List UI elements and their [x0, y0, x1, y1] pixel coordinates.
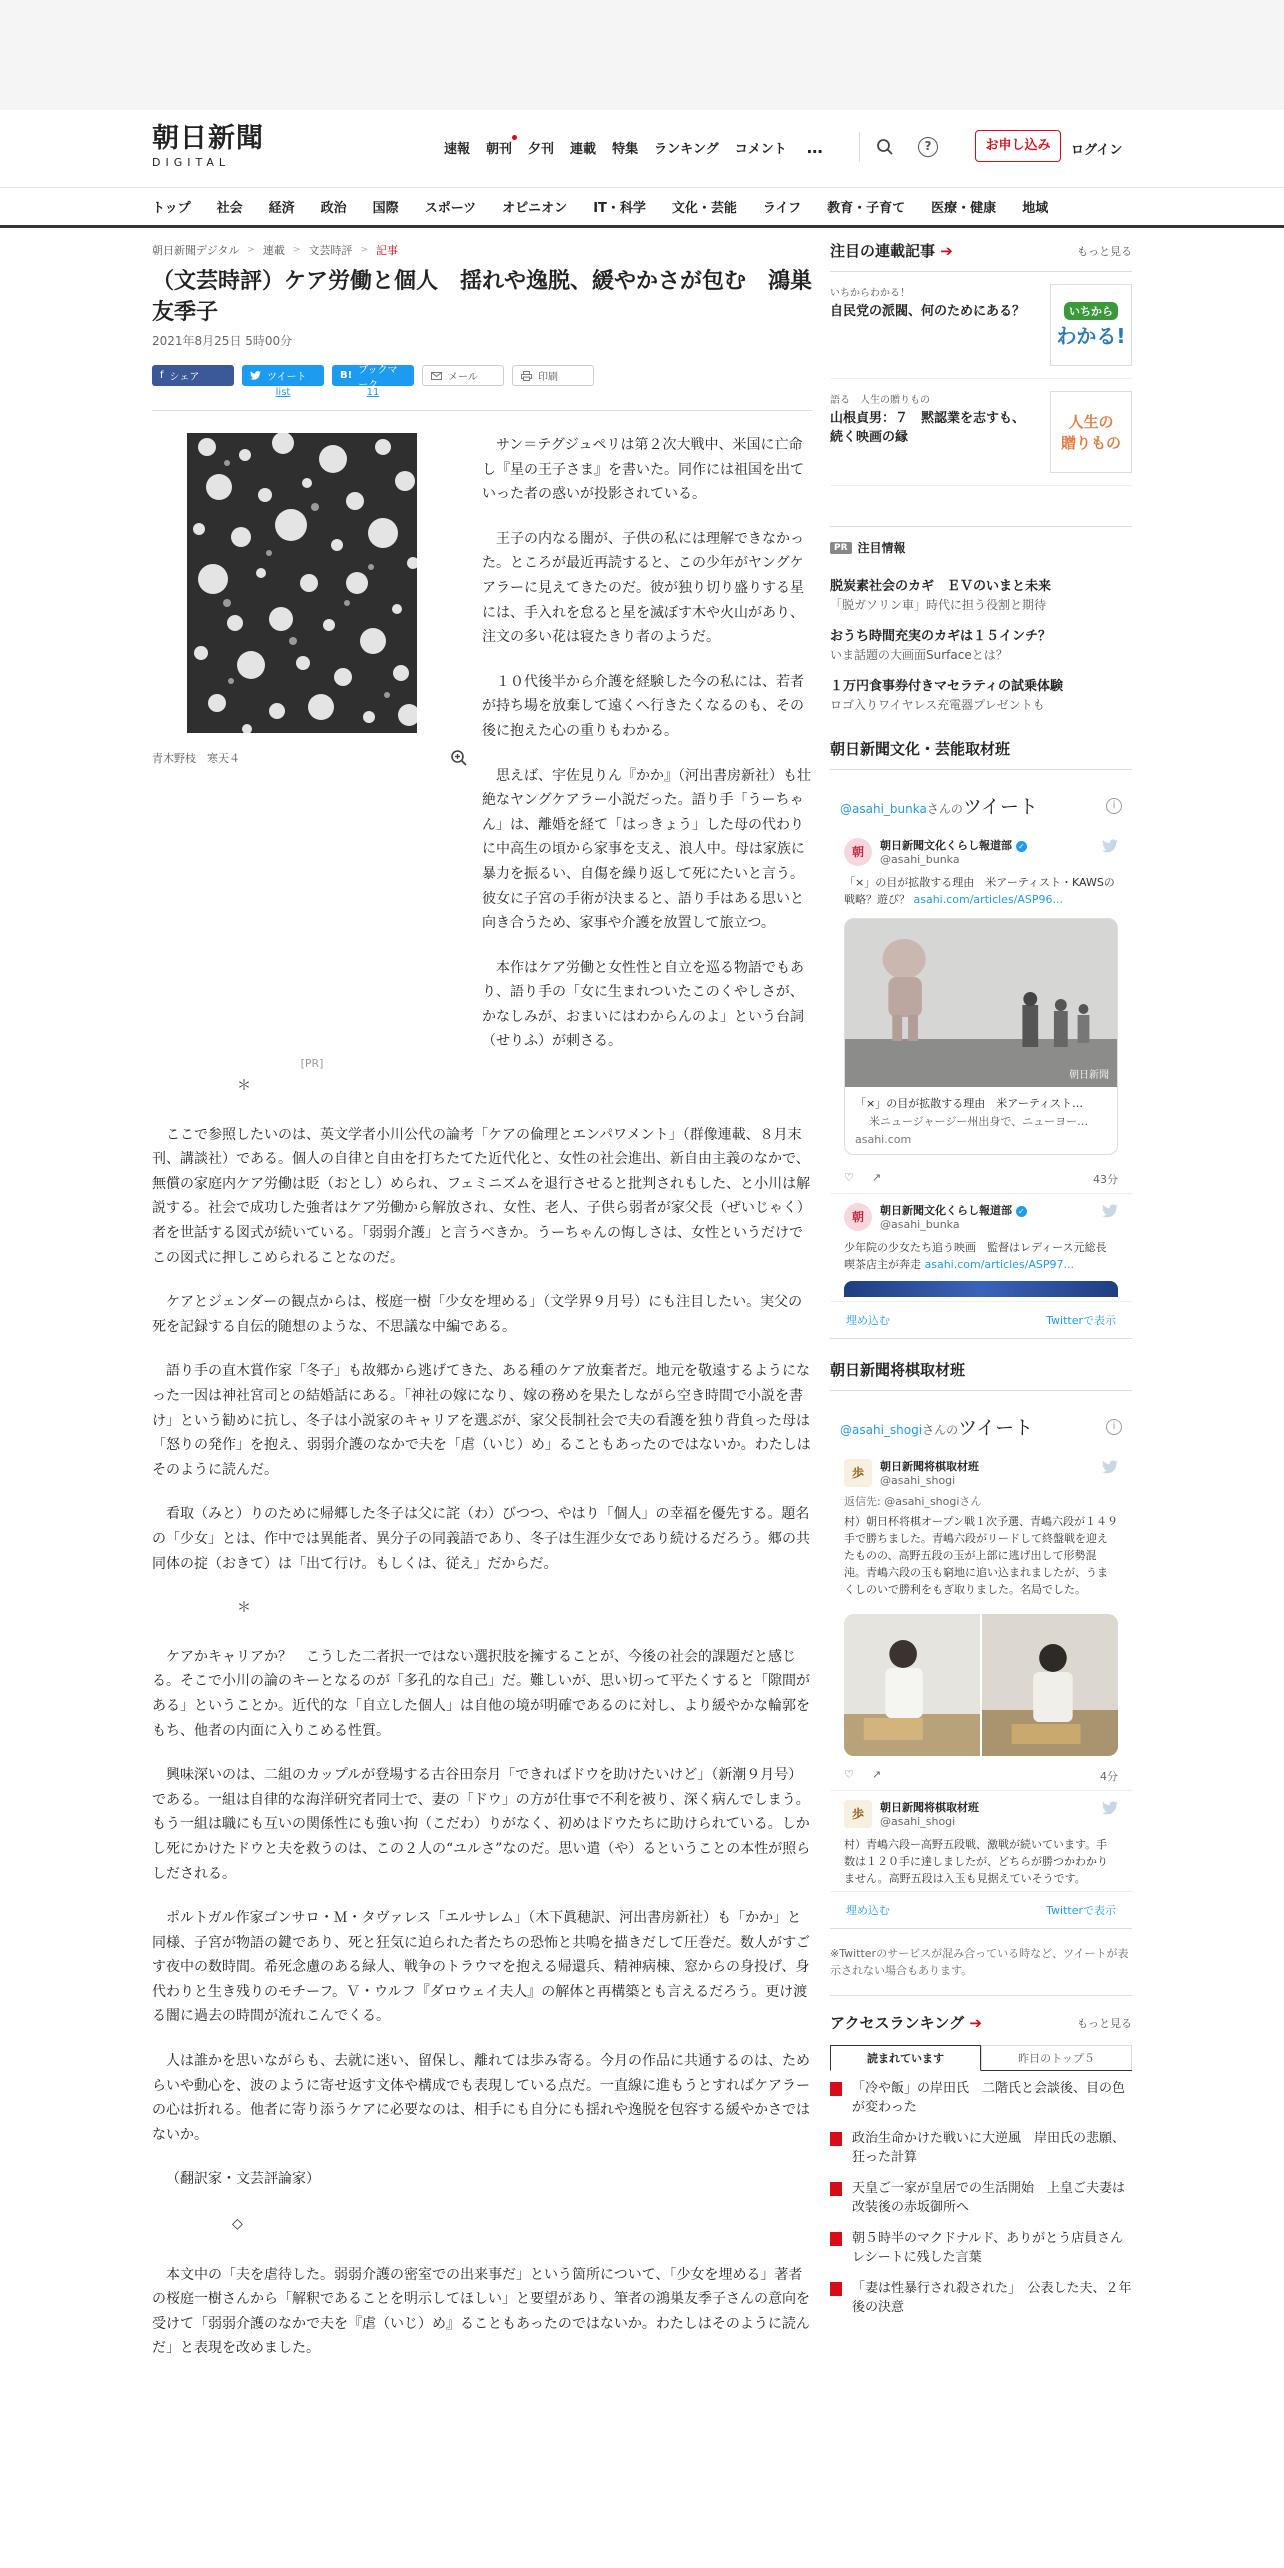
category-education[interactable]: 教育・子育て [827, 201, 906, 216]
pr-item-title: おうち時間充実のカギは１５インチ？ [830, 629, 1052, 644]
nav-item-breaking[interactable]: 速報 [444, 142, 471, 157]
tweet[interactable] [830, 1193, 1132, 1301]
category-economy[interactable]: 経済 [268, 201, 295, 216]
facebook-share-button[interactable] [152, 365, 234, 386]
rank-marker [830, 2082, 842, 2096]
card-domain: asahi.com [855, 1133, 912, 1146]
artwork-dots-illustration [187, 433, 417, 733]
tab-yesterday-top5[interactable]: 昨日のトップ５ [981, 2045, 1132, 2070]
tweet-text [844, 1239, 1118, 1273]
section-break-diamond: ◇ [232, 2216, 243, 2233]
correction-note: 本文中の「夫を虐待した。弱弱介護の密室での出来事だ」という箇所について、「少女を埋める」著者の桜庭一樹さんから「解釈であることを明示してほしい」と要望があり、筆者の鴻巣友季子さんの意向を受けて「弱弱介護のなかで夫を『虐（いじ）め』ることもあったのではないか。わたしはそのように読んだ」と表現を改めました。 [152, 2266, 810, 2357]
serial-kicker: いちからわかる！ [830, 288, 910, 299]
shogi-player-illustration [844, 1614, 980, 1756]
tweet-user [844, 1202, 1118, 1231]
category-life[interactable]: ライフ [762, 201, 802, 216]
tweet-link[interactable]: asahi.com/articles/ASP97... [924, 1258, 1075, 1271]
breadcrumb-current: 記事 [375, 244, 398, 257]
ranking-headline: 天皇ご一家が皇居での生活開始 上皇ご夫妻は改装後の赤坂御所へ [852, 2181, 1126, 2215]
subscribe-button[interactable]: お申し込み [975, 130, 1061, 162]
twitter-bird-icon [1102, 1204, 1118, 1218]
breadcrumb-separator: > [247, 245, 255, 255]
category-health[interactable]: 医療・健康 [931, 201, 997, 216]
author-name-text: 朝日新聞文化くらし報道部 [880, 1204, 1012, 1217]
article-title: （文芸時評）ケア労働と個人 揺れや逸脱、緩やかさが包む 鴻巣友季子 [152, 268, 813, 325]
timeline-footer [830, 1301, 1132, 1338]
timeline-header [830, 1403, 1132, 1450]
tweet-screen-name: @asahi_shogi [880, 1815, 956, 1828]
category-region[interactable]: 地域 [1022, 201, 1049, 216]
rank-marker [830, 2132, 842, 2146]
paragraph: サン＝テグジュペリは第２次大戦中、米国に亡命し『星の王子さま』を書いた。同作には祖国を出ていった者の惑いが投影されている。 [482, 437, 804, 503]
tweet-photo-grid[interactable] [844, 1614, 1118, 1756]
twitter-timeline-bunka [830, 782, 1132, 1339]
share-label: シェア [169, 372, 200, 383]
article-date: 2021年8月25日 5時00分 [152, 334, 293, 348]
ichikara-wakaru-thumbnail [1050, 284, 1132, 366]
tweet-link[interactable]: asahi.com/articles/ASP96... [913, 893, 1064, 906]
mail-icon [431, 372, 442, 380]
hatena-icon: B! [340, 370, 353, 381]
pr-item[interactable] [830, 678, 1132, 714]
paragraph: 本作はケア労働と女性性と自立を巡る物語でもあり、語り手の「女に生まれついたこのくやしさが、かなしみが、おまいにはわからんのよ」という台詞（せりふ）が刺さる。 [482, 959, 804, 1050]
ranking-headline: 「冷や飯」の岸田氏 二階氏と会談後、目の色が変わった [852, 2081, 1126, 2115]
pr-item-title: １万円食事券付きマセラティの試乗体験 [830, 679, 1063, 694]
header-divider [859, 132, 860, 162]
ranking-more-link[interactable]: もっと見る [1077, 2016, 1132, 2030]
tweet-link-card[interactable] [844, 918, 1118, 1155]
tweet-author-name: 朝日新聞将棋取材班 [880, 1460, 979, 1473]
tweet-user [844, 1799, 1118, 1828]
site-logo[interactable] [152, 124, 282, 169]
paragraph: ケアとジェンダーの観点からは、桜庭一樹「少女を埋める」（文学界９月号）にも注目したい。実父の死を記録する自伝的随想のような、不思議な中編である。 [152, 1294, 803, 1335]
ranking-headline: 政治生命かけた戦いに大逆風 岸田氏の悲願、狂った計算 [852, 2131, 1126, 2165]
new-dot-indicator [512, 135, 517, 140]
twitter-bird-icon [1102, 1801, 1118, 1815]
share-buttons [152, 364, 812, 398]
serial-headline: 自民党の派閥、何のためにある？ [830, 304, 1026, 319]
figure-caption: 青木野枝 寒天４ [152, 752, 240, 765]
article-divider [152, 410, 812, 411]
tweet-screen-name: @asahi_bunka [880, 853, 960, 866]
serial-section-header [830, 240, 1132, 272]
pr-item-sub: 「脱ガソリン車」時代に担う役割と期待 [830, 598, 1047, 612]
tab-most-read[interactable]: 読まれています [830, 2045, 981, 2071]
nav-item-feature[interactable]: 特集 [612, 142, 639, 157]
paragraph: 語り手の直木賞作家「冬子」も故郷から逃げてきた、ある種のケア放棄者だ。地元を敬遠するようになった一因は神社宮司との結婚話にある。「神社の嫁になり、嫁の務めを果たしながら空き時間で小説を書け」という勧めに抗し、冬子は小説家のキャリアを選ぶが、家父長制社会で夫の看護を独り背負った母は「怒りの発作」を抱え、弱弱介護のなかで夫を「虐（いじ）め」ることもあったのではないか。わたしはそのように読んだ。 [152, 1363, 811, 1478]
info-icon[interactable]: i [1106, 798, 1122, 814]
category-it-science[interactable]: IT・科学 [593, 201, 646, 216]
tweet[interactable] [830, 1450, 1132, 1602]
article-body [152, 433, 812, 2361]
exhibit-scene-illustration [845, 919, 1117, 1087]
reply-to-label: 返信先: @asahi_shogiさん [844, 1495, 982, 1508]
pr-item[interactable] [830, 578, 1132, 614]
paragraph: ポルトガル作家ゴンサロ・Ｍ・タヴァレス「エルサレム」（木下眞穂訳、河出書房新社）も「かか」と同様、子宮が物語の鍵であり、死と狂気に迫られた者たちの恐怖と共鳴を描きだして圧巻だ。数人がすごす夜中の数時間。希死念慮のある緑人、戦争のトラウマを抱える帰還兵、精神病棟、窓からの身投げ、身代わりと生き残りのモチーフ。Ｖ・ウルフ『ダロウェイ夫人』の解体と再構築とも言えるだろう。更け渡る闇に過去の時間が流れこんでくる。 [152, 1910, 810, 2025]
share-icon[interactable]: ↗ [871, 1171, 882, 1184]
paragraph: 王子の内なる闇が、子供の私には理解できなかった。ところが最近再読すると、この少年がヤングケアラーに見えてきたのだ。彼が独り切り盛りする星には、手入れを怠ると星を滅ぼす木や火山があり、注文の多い花は寝たきり者のようだ。 [482, 530, 804, 646]
thumb-top: 人生の [1068, 413, 1114, 431]
shogi-match-photo [982, 1614, 1118, 1756]
next-tweet-image-preview [844, 1281, 1118, 1297]
breadcrumb-separator: > [292, 245, 301, 255]
breadcrumb [152, 242, 398, 258]
ranking-headline: 朝５時半のマクドナルド、ありがとう店員さん レシートに残した言葉 [852, 2231, 1137, 2265]
heart-icon[interactable]: ♡ [844, 1171, 854, 1184]
tweet[interactable] [830, 1790, 1132, 1891]
ad-banner-area [0, 0, 1284, 110]
thumb-bottom: 贈りもの [1060, 434, 1121, 452]
serial-section-title[interactable] [830, 240, 953, 261]
ranking-item[interactable] [830, 2071, 1132, 2121]
printer-icon [521, 371, 532, 381]
pr-label: [PR] [300, 1057, 324, 1070]
bunka-section-title[interactable]: 朝日新聞文化・芸能取材班 [830, 728, 1132, 770]
logo-sub-text: DIGITAL [152, 156, 231, 169]
author-credit: （翻訳家・文芸評論家） [166, 2171, 320, 2188]
tweet-author-name [880, 1202, 1027, 1218]
avatar[interactable]: 朝 [844, 838, 872, 866]
serial-headline: 山根貞男：７ 黙認業を志すも、続く映画の縁 [830, 411, 1026, 445]
pr-badge: PR [830, 542, 852, 554]
category-society[interactable]: 社会 [216, 201, 243, 216]
serial-item-text [830, 284, 1030, 366]
category-culture[interactable]: 文化・芸能 [671, 201, 737, 216]
twitter-bird-icon [1102, 839, 1118, 853]
section-break-star: ＊ [237, 1600, 251, 1617]
logo-main-text: 朝日新聞 [152, 123, 264, 154]
timeline-handle [840, 792, 1038, 819]
info-icon[interactable]: i [1106, 1419, 1122, 1435]
tweet-author-name [880, 837, 1027, 853]
serial-item[interactable] [830, 272, 1132, 379]
share-icon[interactable]: ↗ [871, 1768, 882, 1781]
handle-suffix: さんの [926, 802, 963, 816]
search-icon[interactable] [876, 138, 894, 156]
author-name-text: 朝日新聞文化くらし報道部 [880, 839, 1012, 852]
verified-icon: ✓ [1016, 841, 1027, 852]
handle-suffix: さんの [922, 1423, 959, 1437]
tweet-text: 村）朝日杯将棋オープン戦１次予選、青嶋六段が１４９手で勝ちました。青嶋六段がリードして終盤戦を迎えたものの、高野五段の玉が上部に逃げ出して形勢混沌。青嶋六段の玉も窮地に追い込まれましたが、うまくしのいで勝利をもぎ取りました。名局でした。 [844, 1515, 1119, 1596]
serial-item-text [830, 391, 1030, 473]
ranking-title[interactable] [830, 2012, 982, 2033]
figure-caption-row [152, 749, 472, 767]
category-top[interactable]: トップ [152, 201, 191, 216]
kaws-exhibit-photo [845, 919, 1117, 1087]
paragraph: 看取（みと）りのために帰郷した冬子は父に詫（わ）びつつ、やはり「個人」の幸福を優先する。題名の「少女」とは、作中では異能者、異分子の同義語であり、冬子は生涯少女であり続けるだろう。郷の共同体の掟（おきて）は「出て行け。もしくは、従え」だからだ。 [152, 1506, 810, 1572]
tweet-time[interactable]: 4分 [1100, 1770, 1118, 1783]
article [152, 266, 812, 2381]
tweet-action-buttons [844, 1768, 881, 1784]
bookmark-count[interactable]: 11 [366, 387, 380, 398]
card-description: 米ニュージャージー州出身で、ニューヨー… [869, 1115, 1089, 1128]
tweet-actions [830, 1756, 1132, 1790]
avatar[interactable]: 朝 [844, 1203, 872, 1231]
tweet-label: ツイート [267, 372, 307, 383]
twitter-note: ※Twitterのサービスが混み合っている時など、ツイートが表示されない場合もあります。 [830, 1945, 1132, 1996]
facebook-icon: f [160, 370, 164, 381]
breadcrumb-home[interactable]: 朝日新聞デジタル [152, 244, 240, 257]
shogi-match-photo [844, 1614, 980, 1756]
embed-link[interactable]: 埋め込む [846, 1314, 890, 1327]
site-header [0, 110, 1284, 188]
card-title: 「×」の目が拡散する理由 米アーティスト… [855, 1097, 1084, 1110]
rank-marker [830, 2232, 842, 2246]
pr-item-sub: いま話題の大画面Surfaceとは？ [830, 648, 1008, 662]
nav-item-morning[interactable] [486, 138, 512, 157]
login-link[interactable]: ログイン [1071, 143, 1123, 158]
nav-item-serial[interactable]: 連載 [570, 142, 597, 157]
embed-link[interactable]: 埋め込む [846, 1904, 890, 1917]
arrow-right-icon: ➔ [969, 2014, 982, 2032]
nav-item-evening[interactable]: 夕刊 [528, 142, 555, 157]
rank-marker [830, 2282, 842, 2296]
paragraph: ここで参照したいのは、英文学者小川公代の論考「ケアの倫理とエンパワメント」（群像連載、８月末刊、講談社）である。個人の自律と自由を打ちたてた近代化と、女性の社会進出、新自由主義のなかで、無償の家庭内ケア労働は貶（おとし）められ、フェミニズムを退行させると批判されもした、と小川は解説する。社会で成功した強者はケア労働から解放され、女性、老人、子供ら弱者が家父長（ぜいじゃく）者を世話する図式が続いている。「弱弱介護」と言うべきか。うーちゃんの悔しさは、女性というだけでこの図式に押しこめられることなのだ。 [152, 1126, 811, 1266]
tweet-user [844, 837, 1118, 866]
handle-link[interactable]: @asahi_shogi [840, 1423, 923, 1437]
category-opinion[interactable]: オピニオン [502, 201, 568, 216]
serial-more-link[interactable]: もっと見る [1077, 244, 1132, 258]
paragraph: 思えば、宇佐見りん『かか』（河出書房新社）も壮絶なヤングケアラー小説だった。語り手「うーちゃん」は、離婚を経て「はっきょう」した母の代わりに中高生の頃から家事を支え、浪人中。母は家族に暴力を振るい、自傷を繰り返して死にたいと言う。彼女に子宮の手術が決まると、語り手はある思いと向き合うため、家事や介護を放置して旅立つ。 [482, 767, 811, 932]
jinsei-okurimono-thumbnail [1050, 391, 1132, 473]
twitter-bird-icon [250, 371, 261, 380]
tweet-author-name: 朝日新聞将棋取材班 [880, 1801, 979, 1814]
twitter-timeline-shogi [830, 1403, 1132, 1929]
zoom-in-icon[interactable] [450, 749, 468, 767]
tweet-screen-name: @asahi_bunka [880, 1218, 960, 1231]
thumb-bottom: わかる! [1056, 323, 1126, 348]
serial-item[interactable] [830, 379, 1132, 486]
tweet-user [844, 1458, 1118, 1487]
hatena-bookmark-button[interactable] [332, 364, 414, 398]
view-on-twitter-link[interactable]: Twitterで表示 [1046, 1314, 1116, 1327]
bookmark-label: ブックマーク [358, 364, 398, 391]
ranking-header [830, 2012, 1132, 2033]
timeline-handle [840, 1413, 1033, 1440]
paragraph: ケアかキャリアか？ こうした二者択一ではない選択肢を擁することが、今後の社会的課題だと感じる。そこで小川の論のキーとなるのが「多孔的な自己」だ。難しいが、思い切って平たくすると「隙間がある」ということか。近代的な「自立した個人」は自他の境が明確であるのに対し、より緩やかな輪郭をもち、他者の内面に入りこめる性質。 [152, 1648, 810, 1739]
photo-watermark: 朝日新聞 [1069, 1070, 1109, 1081]
help-icon[interactable]: ? [918, 137, 938, 157]
avatar[interactable]: 歩 [844, 1459, 872, 1487]
pr-section [830, 526, 1132, 714]
breadcrumb-separator: > [360, 245, 368, 255]
tweet-actions [830, 1159, 1132, 1193]
paragraph: 人は誰かを思いながらも、去就に迷い、留保し、離れては歩み寄る。今月の作品に共通するのは、ためらいや動心を、波のように寄せ返す文体や構成でも表現している点だ。一直線に進もうとすればケアラーの心は折れる。他者に寄り添うケアに必要なのは、相手にも自分にも揺れや逸脱を包容する緩やかさではないか。 [152, 2053, 810, 2143]
ranking-item[interactable] [830, 2221, 1137, 2271]
ranking-item[interactable] [830, 2121, 1132, 2171]
ranking-title-text: アクセスランキング [830, 2014, 965, 2032]
tweet-text [844, 874, 1118, 908]
print-label: 印刷 [538, 372, 558, 383]
tweet-text: 村）青嶋六段ー高野五段戦、激戦が続いています。手数は１２０手に達しましたが、どちらが勝つかわかりません。高野五段は入玉も見据えていそうです。 [844, 1838, 1108, 1885]
pr-item[interactable] [830, 628, 1132, 664]
print-button[interactable] [512, 365, 594, 386]
twitter-share-button[interactable] [242, 365, 324, 398]
rank-marker [830, 2182, 842, 2196]
verified-icon: ✓ [1016, 1206, 1027, 1217]
tweet-time[interactable]: 43分 [1093, 1173, 1118, 1186]
nav-item-ranking[interactable]: ランキング [654, 142, 719, 157]
tweet-text-body: 「×」の目が拡散する理由 米アーティスト・KAWSの戦略？遊び？ [844, 876, 1115, 906]
tweet[interactable] [830, 829, 1132, 1159]
tweet-word: ツイート [958, 1417, 1034, 1439]
ranking-item[interactable] [830, 2171, 1132, 2221]
category-international[interactable]: 国際 [372, 201, 399, 216]
heart-icon[interactable]: ♡ [844, 1768, 854, 1781]
shogi-section-title[interactable]: 朝日新聞将棋取材班 [830, 1349, 1132, 1391]
view-on-twitter-link[interactable]: Twitterで表示 [1046, 1904, 1116, 1917]
mail-label: メール [448, 372, 478, 383]
ranking-item[interactable] [830, 2271, 1132, 2321]
more-menu-button[interactable]: … [806, 138, 824, 157]
nav-item-comment[interactable]: コメント [734, 142, 787, 157]
breadcrumb-column[interactable]: 文芸時評 [308, 244, 353, 257]
mail-share-button[interactable] [422, 365, 504, 386]
twitter-bird-icon [1102, 1460, 1118, 1474]
tweet-text-body: 少年院の少女たち追う映画 監督はレディース元総長 喫茶店主が奔走 [844, 1241, 1118, 1271]
sidebar [830, 240, 1137, 2321]
handle-link[interactable]: @asahi_bunka [840, 802, 927, 816]
arrow-right-icon: ➔ [940, 242, 953, 260]
pr-section-header [830, 539, 1132, 556]
top-nav [444, 138, 824, 157]
paragraph: １０代後半から介護を経験した今の私には、若者が持ち場を放棄して遠くへ行きたくなるのも、その後に抱えた心の重りもわかる。 [482, 673, 804, 739]
thumb-top: いちから [1064, 302, 1118, 320]
shogi-player-illustration [982, 1614, 1118, 1756]
paragraph: 興味深いのは、二組のカップルが登場する古谷田奈月「できればドウを助けたいけど」（新潮９月号）である。一組は自律的な海洋研究者同士で、妻の「ドウ」の方が仕事で不利を被り、深く病んでしまう。もう一組は職にも互いの関係性にも強い拘（こだわ）りがなく、初めはドウたちに助けられている。しかし死にかけたドウと夫を救うのは、この２人の“ユルさ”なのだ。思い遣（や）るということの本性が照らしだされる。 [152, 1767, 811, 1882]
nav-item-label: 朝刊 [486, 142, 513, 157]
tweet-word: ツイート [962, 796, 1038, 818]
category-nav [0, 188, 1284, 228]
article-figure [152, 433, 472, 1070]
pr-item-title: 脱炭素社会のカギ ＥＶのいまと未来 [830, 579, 1052, 594]
serial-kicker: 語る 人生の贈りもの [830, 395, 930, 406]
pr-section-title: 注目情報 [857, 541, 906, 555]
tweet-action-buttons [844, 1171, 881, 1187]
timeline-footer [830, 1891, 1132, 1928]
serial-title-text: 注目の連載記事 [830, 242, 936, 260]
tweet-screen-name: @asahi_shogi [880, 1474, 956, 1487]
artwork-image[interactable] [187, 433, 417, 733]
section-break-star: ＊ [237, 1078, 251, 1095]
pr-item-sub: ロゴ入りワイヤレス充電器プレゼントも [830, 698, 1045, 712]
timeline-header [830, 782, 1132, 829]
category-sports[interactable]: スポーツ [424, 201, 477, 216]
ranking-headline: 「妻は性暴行され殺された」 公表した夫、２年後の決意 [852, 2281, 1132, 2315]
breadcrumb-serial[interactable]: 連載 [262, 244, 285, 257]
category-politics[interactable]: 政治 [320, 201, 347, 216]
ranking-tabs [830, 2045, 1132, 2071]
tweet-count[interactable]: list [275, 387, 291, 398]
avatar[interactable]: 歩 [844, 1800, 872, 1828]
